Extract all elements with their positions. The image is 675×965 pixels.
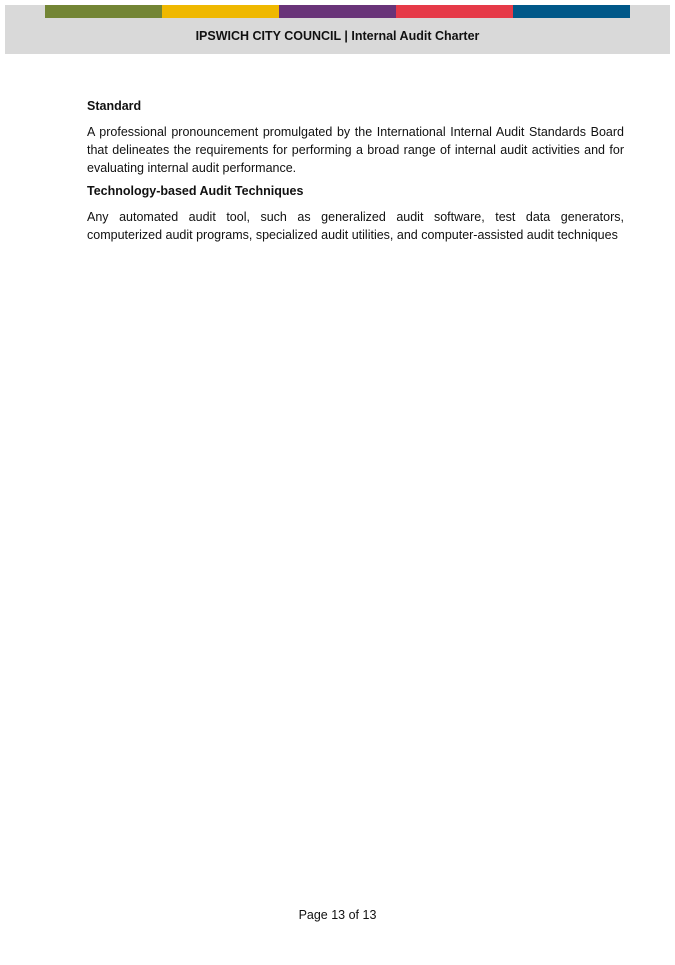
page-number: Page 13 of 13 [298, 908, 377, 922]
color-segment-purple [279, 5, 396, 18]
glossary-term-technology-based-audit-techniques: Technology-based Audit Techniques [87, 184, 304, 198]
color-segment-olive-green [45, 5, 162, 18]
glossary-definition-technology-based-audit-techniques: Any automated audit tool, such as generalized audit software, test data generators, computerized audit programs, specialized audit utilities, and computer-assisted audit techniques [87, 210, 624, 242]
color-segment-yellow [162, 5, 279, 18]
glossary-content [87, 98, 624, 250]
glossary-definition-standard: A professional pronouncement promulgated by the International Internal Audit Standards Board that delineates the requirements for performing a broad range of internal audit activities and for evaluating internal audit performance. [87, 125, 624, 175]
document-header-title: IPSWICH CITY COUNCIL | Internal Audit Charter [195, 29, 480, 43]
glossary-term-standard: Standard [87, 99, 142, 113]
color-segment-red [396, 5, 513, 18]
color-segment-blue [513, 5, 630, 18]
brand-color-bar [45, 5, 630, 18]
